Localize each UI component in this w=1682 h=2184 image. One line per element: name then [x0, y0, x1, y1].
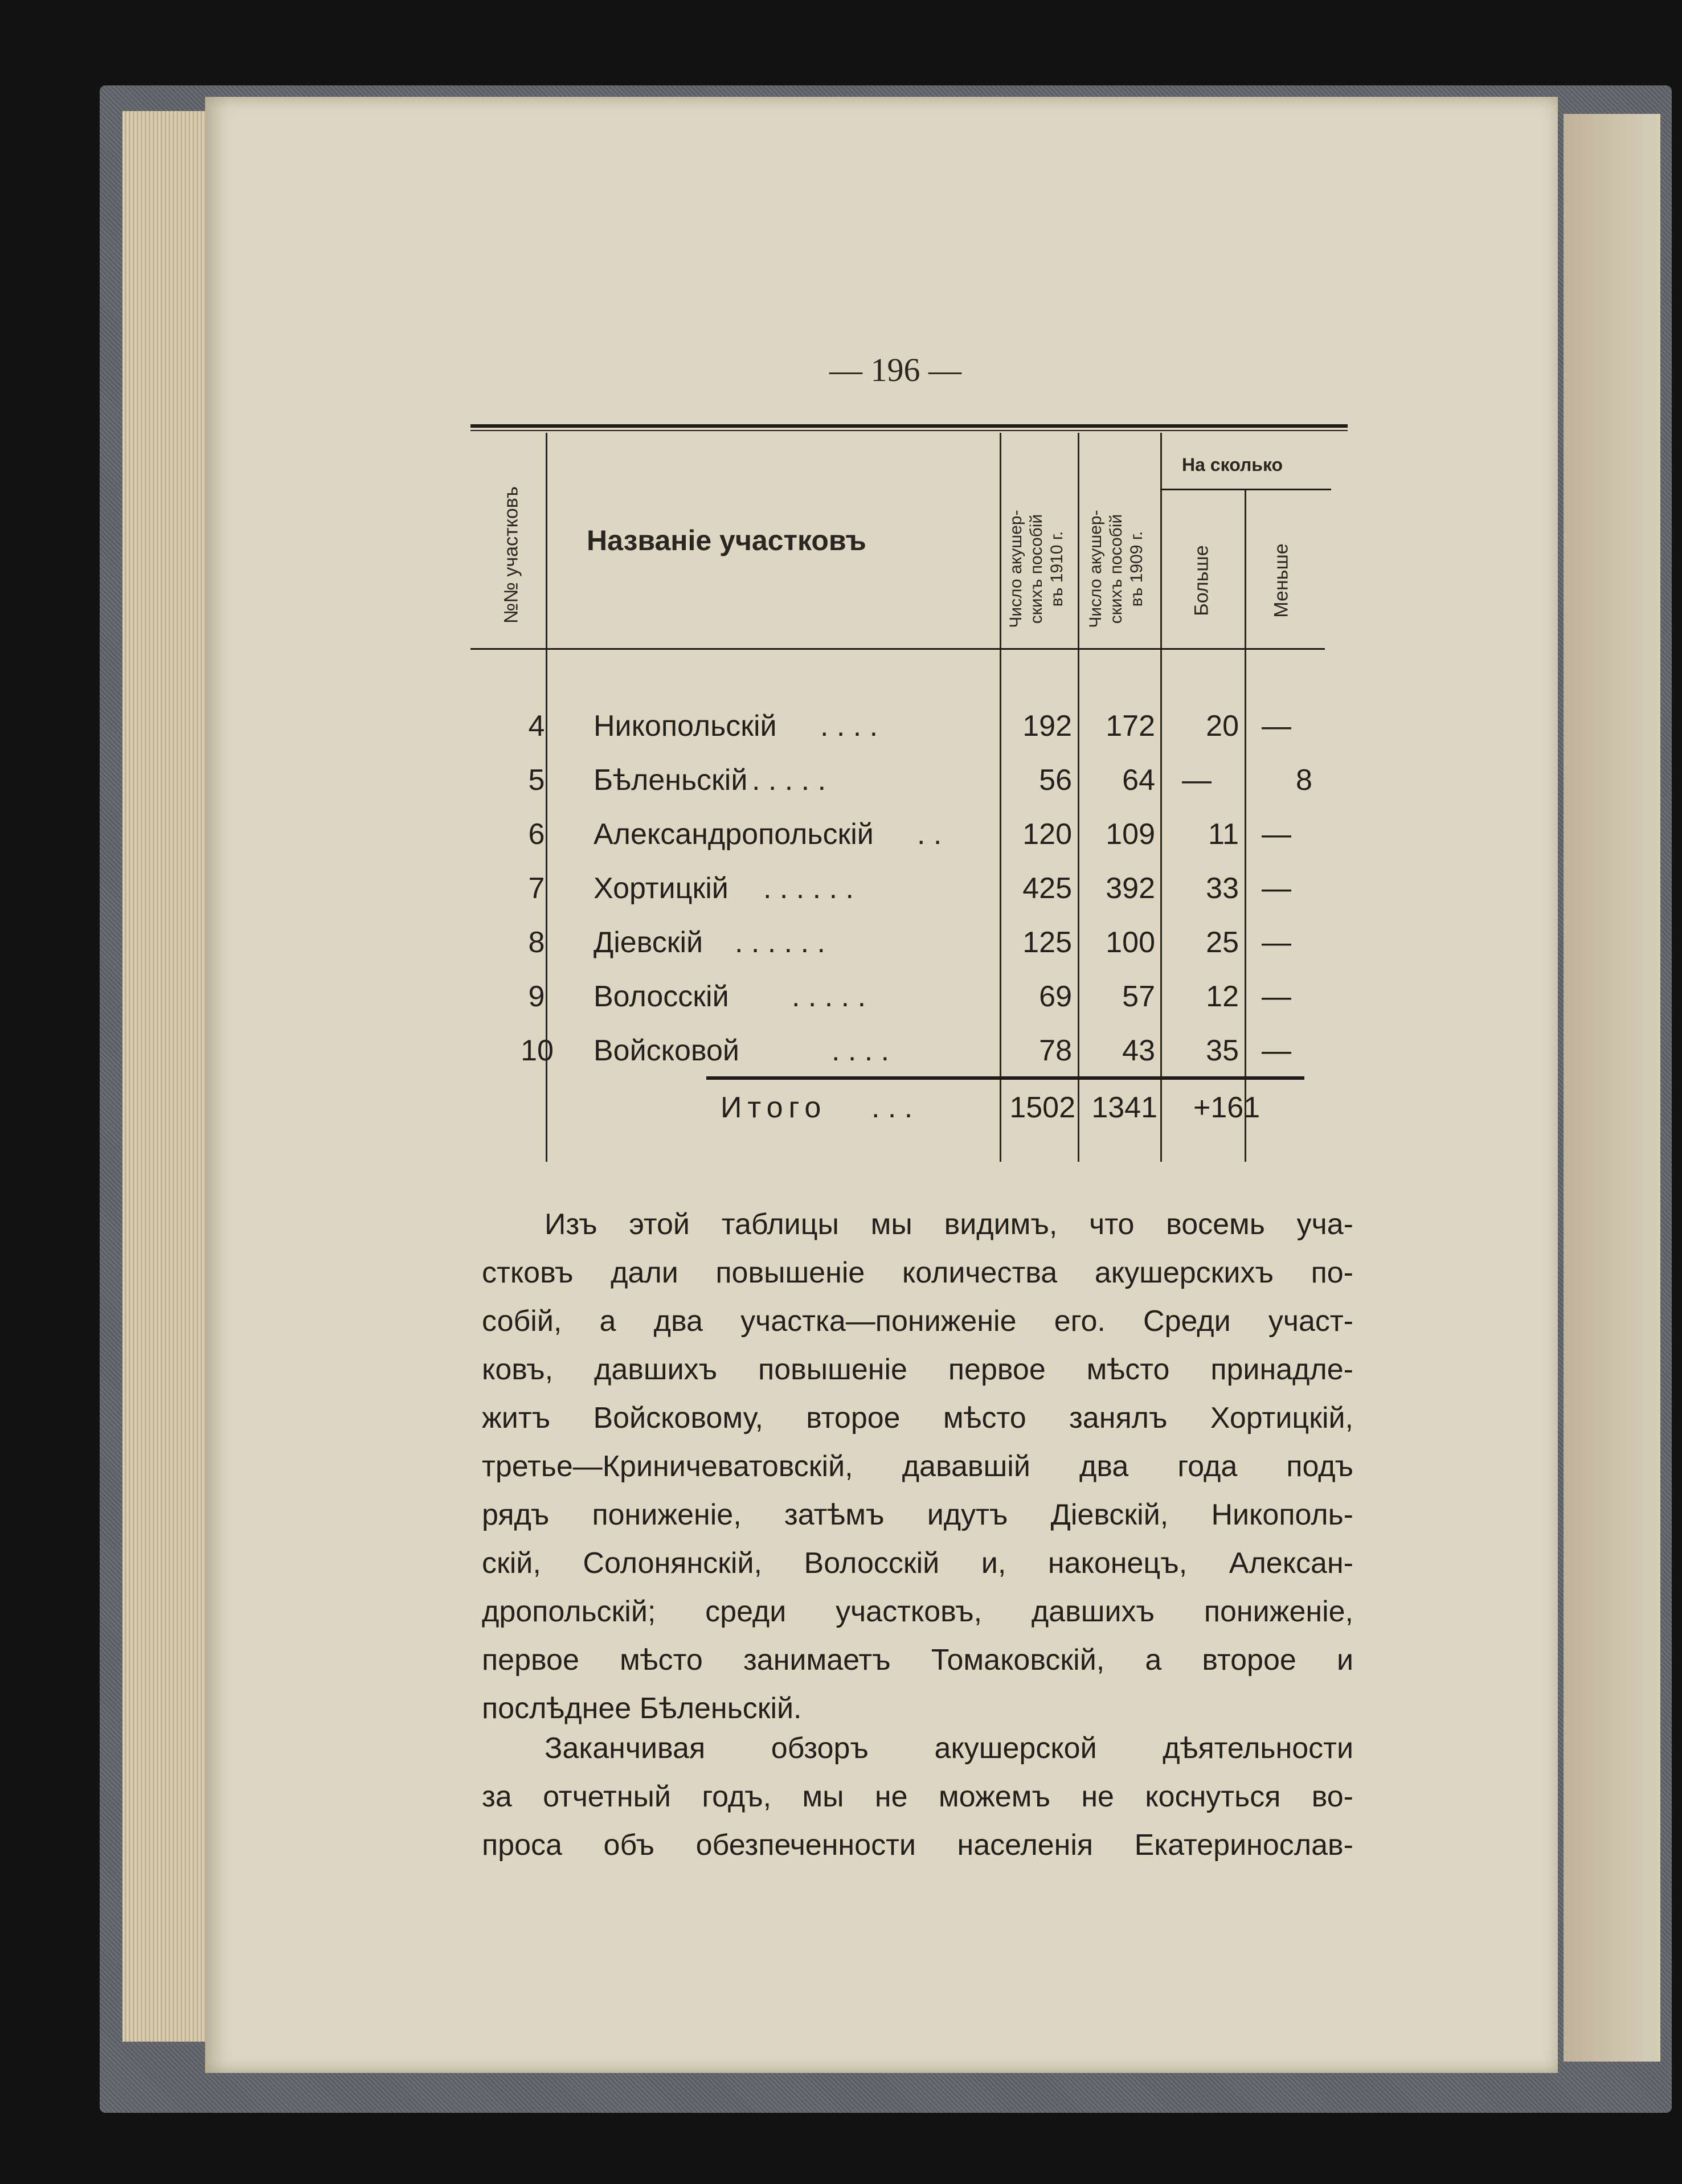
text-line: проса объ обезпеченности населенiя Екатеринослав-: [482, 1829, 1353, 1862]
row-value-1910: 56: [1039, 764, 1072, 797]
total-rule: [706, 1076, 1304, 1080]
text-line: за отчетный годъ, мы не можемъ не коснуться во-: [482, 1780, 1353, 1813]
row-more: —: [1182, 764, 1212, 797]
table-row: [0, 709, 1682, 763]
row-value-1909: 392: [1106, 872, 1155, 905]
text-line: стковъ дали повышенiе количества акушерскихъ по-: [482, 1256, 1353, 1289]
table-row: [0, 980, 1682, 1034]
row-name: Дiевскiй: [594, 926, 703, 959]
text-line: рядъ пониженiе, затѣмъ идутъ Дiевскiй, Никополь-: [482, 1498, 1353, 1531]
text-line: дропольскiй; среди участковъ, давшихъ пониженiе,: [482, 1595, 1353, 1628]
col-less-header: Меньше: [1270, 543, 1292, 618]
paragraph-1: [482, 1200, 1353, 1733]
row-value-1909: 109: [1106, 818, 1155, 851]
row-index: 4: [528, 710, 545, 743]
row-value-1910: 78: [1039, 1034, 1072, 1067]
table-top-rule: [470, 424, 1348, 428]
table-top-rule-thin: [470, 430, 1348, 431]
row-value-1909: 172: [1106, 710, 1155, 743]
total-leader-dots: . . .: [871, 1091, 913, 1124]
text-line: скiй, Солонянскiй, Волосскiй и, наконецъ, Алексан-: [482, 1547, 1353, 1580]
page-number: — 196 —: [829, 351, 961, 388]
row-name: Хортицкiй: [594, 872, 729, 905]
col-index-header: №№ участковъ: [500, 486, 522, 624]
row-more: 35: [1206, 1034, 1239, 1067]
row-less: 8: [1296, 764, 1312, 797]
group-header: На сколько: [1182, 454, 1283, 475]
header-bottom-rule: [470, 648, 1325, 650]
row-name: Бѣленьскiй: [594, 764, 748, 797]
row-index: 10: [521, 1034, 554, 1067]
row-more: 12: [1206, 980, 1239, 1013]
row-name: Войсковой: [594, 1034, 739, 1067]
row-leader-dots: . . . . .: [792, 980, 866, 1013]
row-leader-dots: . . . .: [820, 710, 878, 743]
row-value-1910: 425: [1022, 872, 1072, 905]
row-value-1910: 69: [1039, 980, 1072, 1013]
text-line: собiй, а два участка—пониженiе его. Среди участ-: [482, 1305, 1353, 1338]
text-line: житъ Войсковому, второе мѣсто занялъ Хортицкiй,: [482, 1402, 1353, 1435]
row-value-1910: 125: [1022, 926, 1072, 959]
row-leader-dots: . . . . .: [752, 764, 826, 797]
row-name: Александропольскiй: [594, 818, 874, 851]
row-index: 6: [528, 818, 545, 851]
row-value-1910: 120: [1022, 818, 1072, 851]
total-label: Итого: [721, 1091, 827, 1124]
col-name-header: Названiе участковъ: [587, 525, 866, 556]
row-less: —: [1262, 710, 1291, 743]
row-index: 7: [528, 872, 545, 905]
row-value-1910: 192: [1022, 710, 1072, 743]
total-1909: 1341: [1091, 1091, 1157, 1124]
table-row: [0, 763, 1682, 817]
row-leader-dots: . . . . . .: [763, 872, 854, 905]
row-less: —: [1262, 980, 1291, 1013]
col-more-header: Больше: [1190, 545, 1213, 616]
row-leader-dots: . . . .: [832, 1034, 890, 1067]
group-header-rule: [1160, 489, 1331, 490]
text-line: Изъ этой таблицы мы видимъ, что восемь уча-: [545, 1208, 1353, 1241]
text-line: послѣднее Бѣленьскiй.: [482, 1692, 802, 1725]
row-value-1909: 64: [1122, 764, 1155, 797]
col-1909-header: Число акушер- скихъ пособiй въ 1909 г.: [1086, 510, 1146, 628]
row-more: 20: [1206, 710, 1239, 743]
row-more: 33: [1206, 872, 1239, 905]
total-diff: +161: [1193, 1091, 1261, 1124]
row-index: 8: [528, 926, 545, 959]
table-total-row: [0, 1091, 1682, 1145]
row-leader-dots: . . . . . .: [735, 926, 825, 959]
col-1910-header: Число акушер- скихъ пособiй въ 1910 г.: [1006, 510, 1066, 628]
row-more: 25: [1206, 926, 1239, 959]
row-index: 9: [528, 980, 545, 1013]
row-value-1909: 43: [1122, 1034, 1155, 1067]
total-1910: 1502: [1009, 1091, 1075, 1124]
table-row: [0, 817, 1682, 871]
row-index: 5: [528, 764, 545, 797]
row-less: —: [1262, 926, 1291, 959]
row-name: Никопольскiй: [594, 710, 777, 743]
table-row: [0, 925, 1682, 980]
text-line: ковъ, давшихъ повышенiе первое мѣсто принадле-: [482, 1353, 1353, 1386]
table-row: [0, 871, 1682, 925]
paragraph-2: [482, 1724, 1353, 1870]
row-value-1909: 57: [1122, 980, 1155, 1013]
row-less: —: [1262, 1034, 1291, 1067]
text-line: первое мѣсто занимаетъ Томаковскiй, а второе и: [482, 1644, 1353, 1677]
row-less: —: [1262, 818, 1291, 851]
row-value-1909: 100: [1106, 926, 1155, 959]
text-line: третье—Криничеватовскiй, дававшiй два года подъ: [482, 1450, 1353, 1483]
row-more: 11: [1208, 818, 1239, 851]
text-line: Заканчивая обзоръ акушерской дѣятельности: [545, 1732, 1353, 1765]
row-less: —: [1262, 872, 1291, 905]
row-name: Волосскiй: [594, 980, 729, 1013]
row-leader-dots: . .: [917, 818, 942, 851]
